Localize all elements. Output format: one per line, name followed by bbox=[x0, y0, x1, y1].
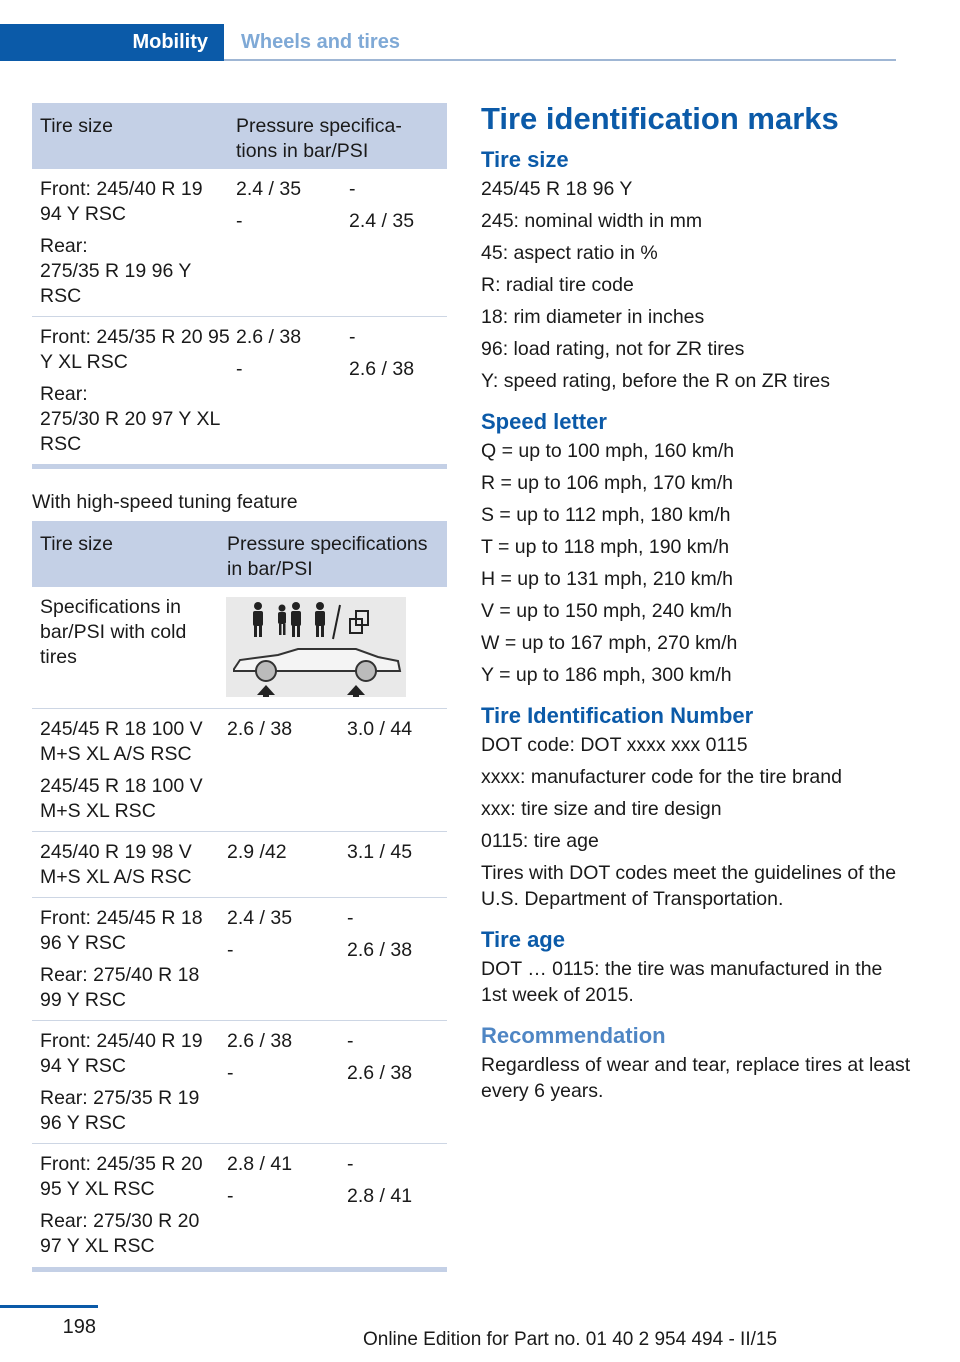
pressure-cell-1: 2.6 / 38 - bbox=[236, 326, 302, 380]
spec-label: Specifications in bar/PSI with cold tires bbox=[40, 596, 187, 668]
tire-identification-section: Tire identification marks Tire size 245/45 R 18 96 Y 245: nominal width in mm 45: aspect ratio in % R: radial tire code 18: rim diameter in inches 96: load rating, not for ZR tires Y: speed rating, before the R on ZR tires Speed letter Q = up to 100 mph, 160 km/h R = up to 106 mph, 170 km/h S = up to 112 mph, 180 km/h T = up to 118 mph, 190 km/h H = up to 131 mph, 210 km/h V = up to 150 mph, 240 km/h W = up to 167 mph, 270 km/h Y = up to 186 mph, 300 km/h Tire Identification Number DOT code: DOT xxxx xxx 0115 xxxx: manufacturer code for the tire brand xxx: tire size and tire design 0115: tire age Tires with DOT codes meet the guidelines of the U.S. Department of Transportation. Tire age DOT … 0115: the tire was manufactured in the 1st week of 2015. Recommendation Regardless of wear and tear, replace tires at least every 6 years. bbox=[481, 101, 911, 1102]
recommendation-heading: Recommendation bbox=[481, 1023, 666, 1048]
header-pressure: Pressure specifications in bar/PSI bbox=[227, 533, 428, 580]
table-row bbox=[32, 1021, 447, 1144]
pressure-cell-2: - 2.6 / 38 bbox=[347, 1030, 413, 1084]
tire-size-heading: Tire size bbox=[481, 147, 569, 172]
table-row bbox=[32, 709, 447, 832]
footer-divider bbox=[0, 1305, 98, 1308]
tire-size-cell: Front: 245/40 R 19 94 Y RSC Rear: 275/35 R 19 96 Y RSC bbox=[40, 178, 203, 307]
table-header bbox=[32, 521, 447, 587]
edition-note: Online Edition for Part no. 01 40 2 954 494 - II/15 bbox=[362, 1329, 778, 1350]
header-chapter-title: Wheels and tires bbox=[241, 31, 400, 53]
pressure-cell-1: 2.6 / 38 bbox=[227, 718, 293, 740]
header-divider bbox=[224, 59, 896, 61]
section-title: Tire identification marks bbox=[481, 101, 839, 136]
header-section-title: Mobility bbox=[132, 31, 208, 53]
table-end-bar bbox=[32, 464, 447, 469]
high-speed-caption: With high-speed tuning feature bbox=[32, 491, 298, 513]
pressure-cell-2: - 2.6 / 38 bbox=[349, 326, 415, 380]
pressure-cell-1: 2.6 / 38 - bbox=[227, 1030, 293, 1084]
pressure-cell-2: 3.0 / 44 bbox=[347, 718, 413, 740]
header-tire-size: Tire size bbox=[40, 115, 113, 137]
table-row bbox=[32, 317, 447, 464]
table-row bbox=[32, 1144, 447, 1267]
person-icon bbox=[253, 602, 325, 637]
page-number: 198 bbox=[62, 1316, 96, 1338]
tire-size-cell: 245/45 R 18 100 V M+S XL A/S RSC 245/45 R 18 100 V M+S XL RSC bbox=[40, 718, 203, 822]
table-end-bar bbox=[32, 1267, 447, 1272]
pressure-cell-1: 2.4 / 35 - bbox=[227, 907, 293, 961]
car-side-icon bbox=[234, 649, 400, 681]
speed-letter-heading: Speed letter bbox=[481, 409, 607, 434]
luggage-icon bbox=[350, 611, 368, 633]
tire-size-cell: Front: 245/40 R 19 94 Y RSC Rear: 275/35 R 19 96 Y RSC bbox=[40, 1030, 203, 1134]
pressure-cell-1: 2.4 / 35 - bbox=[236, 178, 302, 232]
pressure-table-high-speed bbox=[32, 521, 447, 1272]
load-condition-pictogram bbox=[226, 597, 406, 697]
header-pressure: Pressure specifica- tions in bar/PSI bbox=[236, 115, 402, 162]
arrow-up-icon bbox=[257, 685, 365, 697]
tire-size-cell: Front: 245/35 R 20 95 Y XL RSC Rear: 275/30 R 20 97 Y XL RSC bbox=[40, 1153, 203, 1257]
table-row-pictogram bbox=[32, 587, 447, 709]
tire-size-cell: Front: 245/35 R 20 95 Y XL RSC Rear: 275/30 R 20 97 Y XL RSC bbox=[40, 326, 230, 455]
table-row bbox=[32, 832, 447, 898]
pressure-cell-1: 2.8 / 41 - bbox=[227, 1153, 293, 1207]
pressure-cell-2: 3.1 / 45 bbox=[347, 841, 413, 863]
tin-heading: Tire Identification Number bbox=[481, 703, 754, 728]
pressure-cell-2: - 2.4 / 35 bbox=[349, 178, 415, 232]
pressure-cell-2: - 2.6 / 38 bbox=[347, 907, 413, 961]
header-tire-size: Tire size bbox=[40, 533, 113, 555]
tire-size-cell: 245/40 R 19 98 V M+S XL A/S RSC bbox=[40, 841, 192, 888]
tire-size-cell: Front: 245/45 R 18 96 Y RSC Rear: 275/40 R 18 99 Y RSC bbox=[40, 907, 203, 1011]
table-row bbox=[32, 898, 447, 1021]
pressure-cell-2: - 2.8 / 41 bbox=[347, 1153, 413, 1207]
table-header bbox=[32, 103, 447, 169]
tire-age-heading: Tire age bbox=[481, 927, 565, 952]
person-small-icon bbox=[278, 605, 286, 636]
table-row bbox=[32, 169, 447, 317]
pressure-cell-1: 2.9 /42 bbox=[227, 841, 287, 863]
pressure-table-standard bbox=[32, 103, 447, 469]
